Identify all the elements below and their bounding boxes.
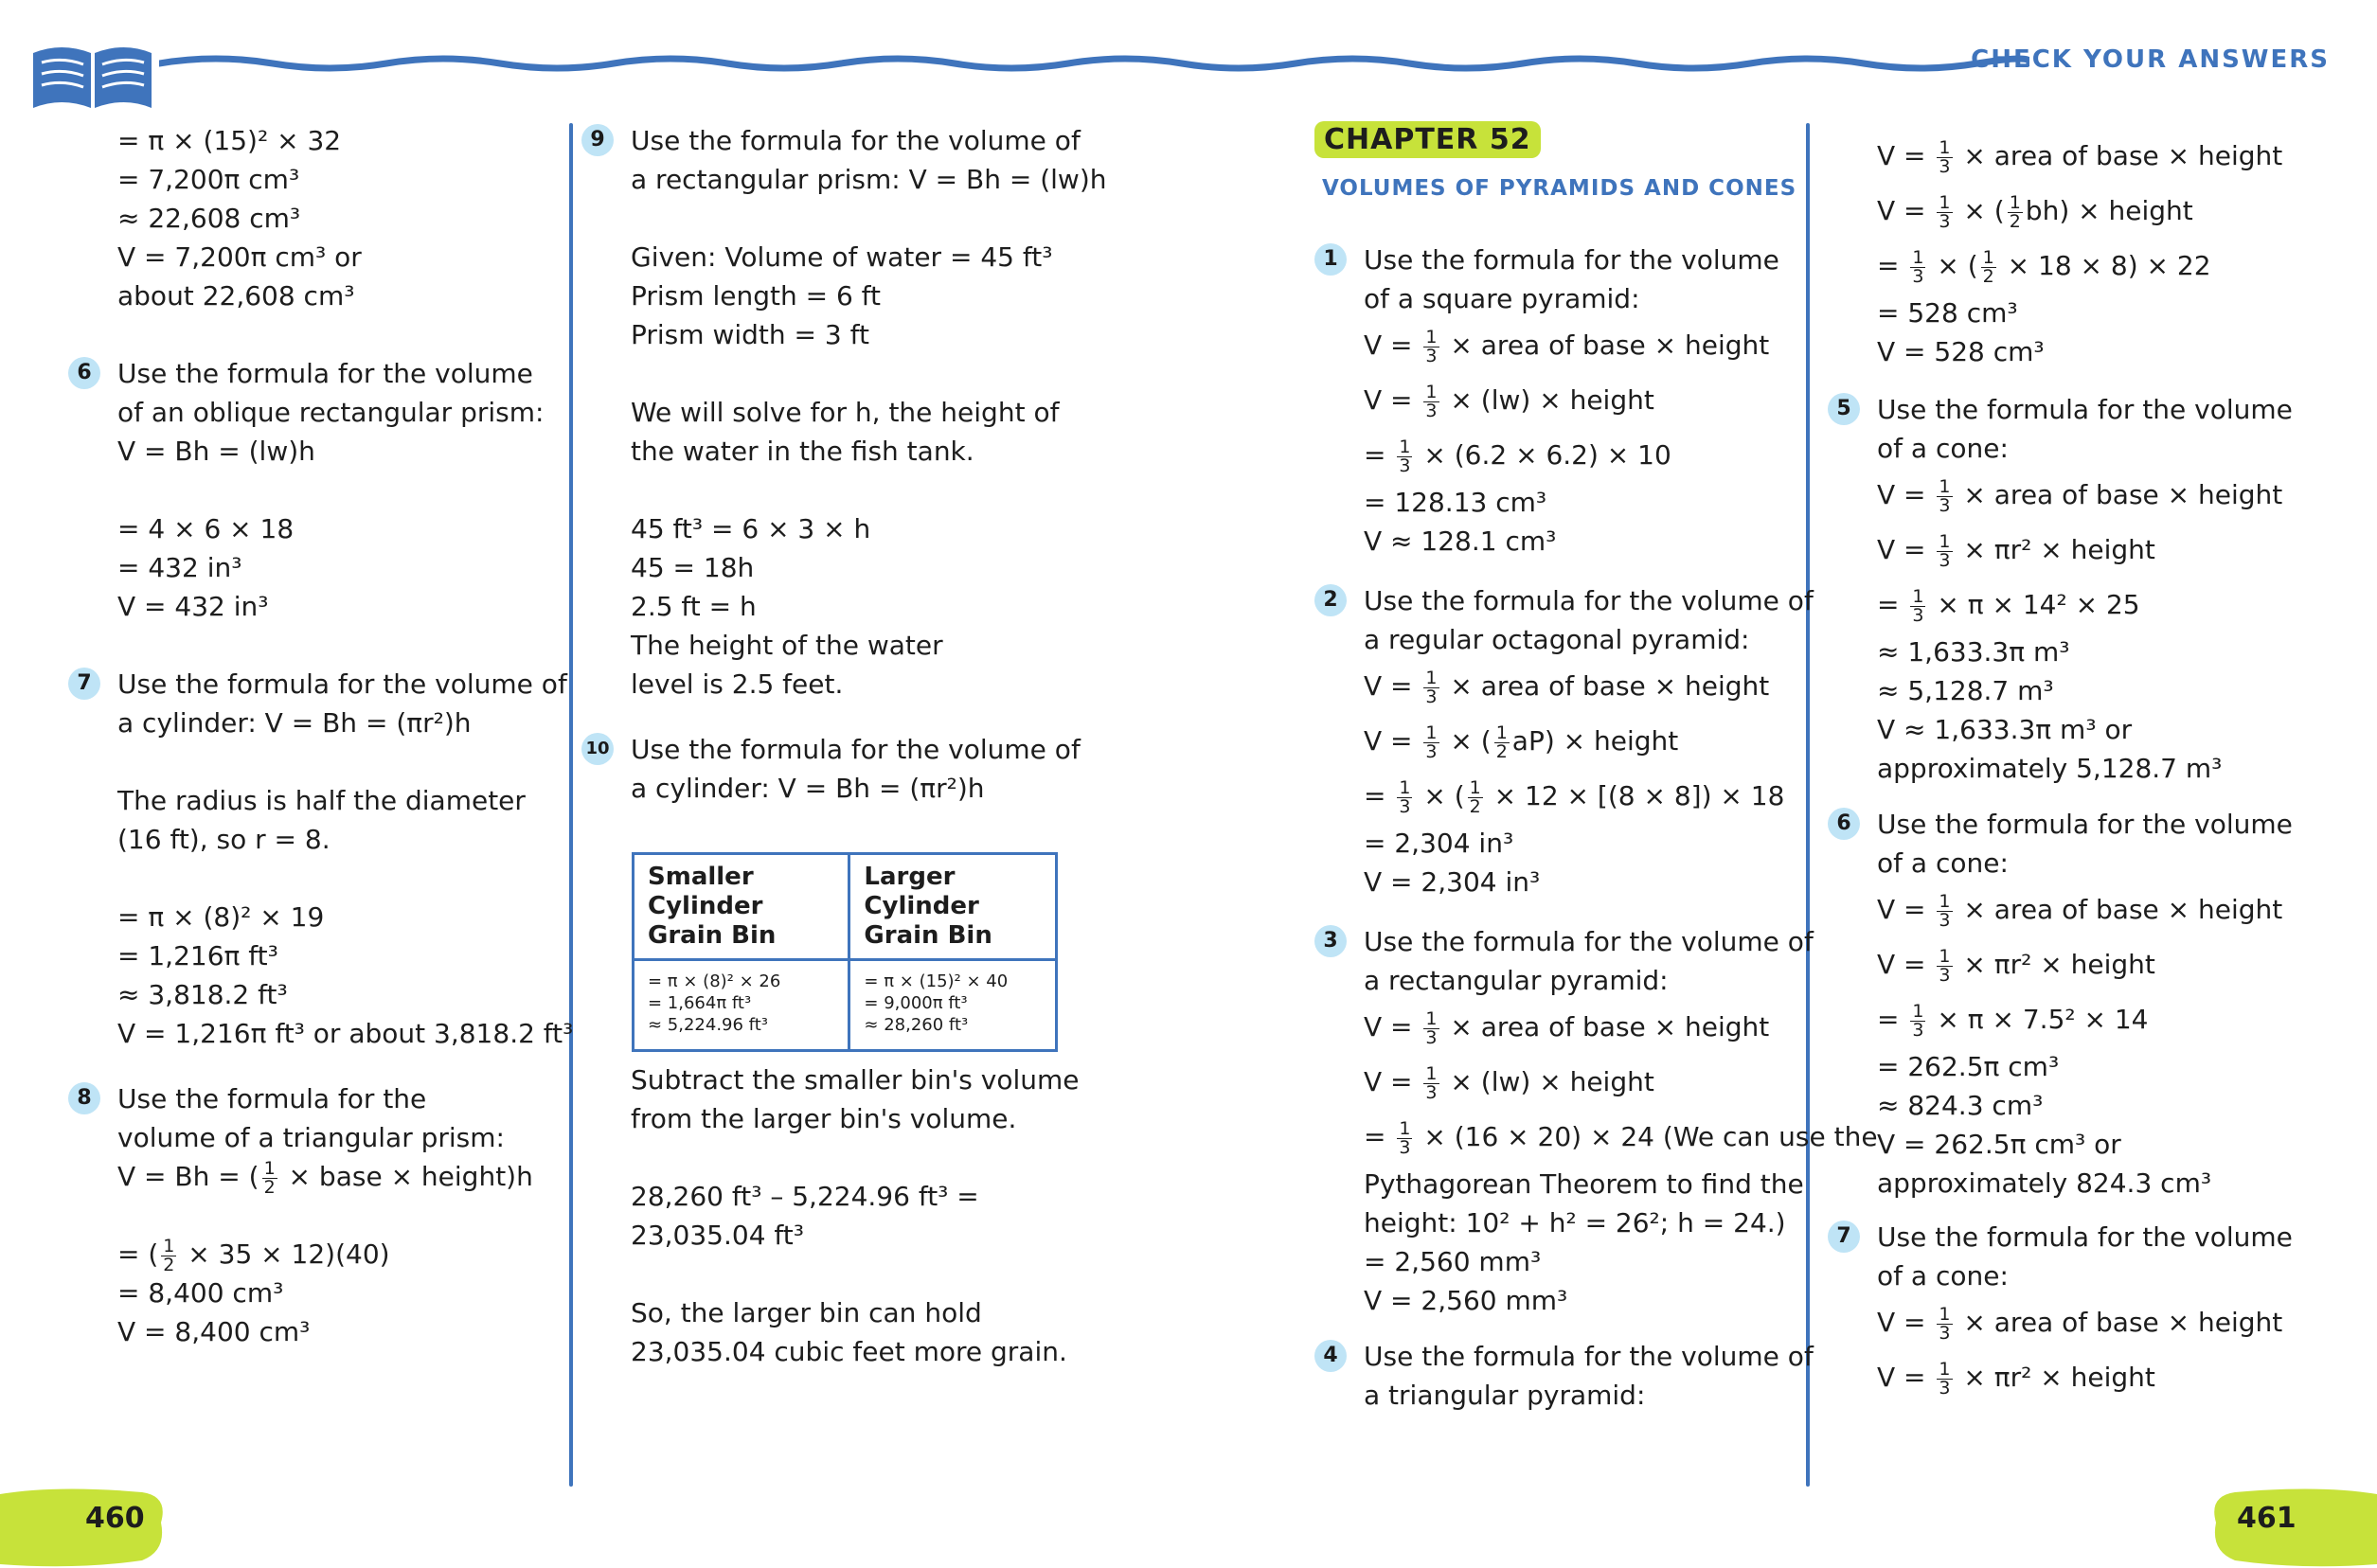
table-cell-larger: = π × (15)² × 40 = 9,000π ft³ ≈ 28,260 ft³	[849, 960, 1057, 1051]
open-book-icon	[28, 36, 156, 114]
question-number: 7	[68, 668, 100, 700]
table-cell-smaller: = π × (8)² × 26 = 1,664π ft³ ≈ 5,224.96 ft³	[634, 960, 849, 1051]
chapter-title: VOLUMES OF PYRAMIDS AND CONES	[1322, 176, 1797, 201]
answer-6: 6 Use the formula for the volume of an oblique rectangular prism: V = Bh = (lw)h = 4 × 6 × 18 = 432 in³ V = 432 in³	[68, 354, 573, 626]
question-number: 9	[581, 124, 614, 156]
question-number: 3	[1314, 925, 1347, 957]
answer-5: 5 Use the formula for the volume of a cone: V = $\frac{1}{3}$ × area of base × height V = $\frac{1}{3}$ × πr² × height = $\frac{1}{3}$ × π × 14² × 25 ≈ 1,633.3π m³ ≈ 5,128.7 m³ V ≈ 1,633.3π m³ or approximately 5,128.7 m³	[1828, 390, 2293, 788]
answer-6-cone: 6 Use the formula for the volume of a cone: V = $\frac{1}{3}$ × area of base × height V = $\frac{1}{3}$ × πr² × height = $\frac{1}{3}$ × π × 7.5² × 14 = 262.5π cm³ ≈ 824.3 cm³ V = 262.5π cm³ or approximately 824.3 cm³	[1828, 805, 2293, 1203]
table-header-larger: Larger Cylinder Grain Bin	[849, 854, 1057, 960]
question-number: 10	[581, 733, 614, 765]
column-4: V = $\frac{1}{3}$ × area of base × height V = $\frac{1}{3}$ × ( $\frac{1}{2}$ bh) × height = $\frac{1}{3}$ × ( $\frac{1}{2}$ × 18 × 8) × 22 = 528 cm³ V = 528 cm³ 5 Use the formula for the volume of a cone: V = $\frac{1}{3}$ × area of base × height V = $\frac{1}{3}$ × πr² × height = $\frac{1}{3}$ × π × 14² × 25 ≈ 1,633.3π m³ ≈ 5,128.7 m³ V ≈ 1,633.3π m³ or approximately 5,128.7 m³ 6 Use the formula for the volume of a cone: V = $\frac{1}{3}$ × area of base × height V = $\frac{1}{3}$ × πr² × height = $\frac{1}{3}$ × π × 7.5² × 14 = 262.5π cm³ ≈ 824.3 cm³ V = 262.5π cm³ or approximately 824.3 cm³ 7 Use the formula for the volume of a cone: V = $\frac{1}{3}$ × area of base × height V = $\frac{1}{3}$ × πr² × height	[1828, 129, 2293, 1405]
column-2-continued: Subtract the smaller bin's volume from the larger bin's volume. 28,260 ft³ – 5,224.96 ft³ = 23,035.04 ft³ So, the larger bin can hold 23,035.04 cubic feet more grain.	[631, 1064, 1080, 1367]
header-wave-line	[159, 49, 2029, 78]
answer-9: 9 Use the formula for the volume of a rectangular prism: V = Bh = (lw)h Given: Volume of water = 45 ft³ Prism length = 6 ft Prism width = 3 ft We will solve for h, the height of the water in the fish tank. 45 ft³ = 6 × 3 × h 45 = 18h 2.5 ft = h The height of the water level is 2.5 feet.	[581, 121, 1107, 704]
answer-4: 4 Use the formula for the volume of a triangular pyramid:	[1314, 1337, 1878, 1415]
question-number: 4	[1314, 1340, 1347, 1372]
answer-3: 3 Use the formula for the volume of a rectangular pyramid: V = $\frac{1}{3}$ × area of base × height V = $\frac{1}{3}$ × (lw) × height = $\frac{1}{3}$ × (16 × 20) × 24 (We can use the Pythagorean Theorem to find the height: 10² + h² = 26²; h = 24.) = 2,560 mm³ V = 2,560 mm³	[1314, 922, 1878, 1320]
answer-10: 10 Use the formula for the volume of a cylinder: V = Bh = (πr²)h	[581, 730, 1107, 808]
answer-7: 7 Use the formula for the volume of a cylinder: V = Bh = (πr²)h The radius is half the diameter (16 ft), so r = 8. = π × (8)² × 19 = 1,216π ft³ ≈ 3,818.2 ft³ V = 1,216π ft³ or about 3,818.2 ft³	[68, 665, 573, 1053]
chapter-badge: CHAPTER 52	[1314, 121, 1541, 158]
page-number-right: 461	[2237, 1502, 2297, 1535]
question-number: 5	[1828, 393, 1860, 425]
question-number: 1	[1314, 243, 1347, 276]
column-3	[1314, 241, 1878, 1415]
page-number-left: 460	[85, 1502, 145, 1535]
question-number: 6	[68, 357, 100, 389]
column-2	[581, 121, 1107, 808]
table-header-smaller: Smaller Cylinder Grain Bin	[634, 854, 849, 960]
answer-1: 1 Use the formula for the volume of a square pyramid: V = $\frac{1}{3}$ × area of base × height V = $\frac{1}{3}$ × (lw) × height = $\frac{1}{3}$ × (6.2 × 6.2) × 10 = 128.13 cm³ V ≈ 128.1 cm³	[1314, 241, 1878, 561]
question-number: 2	[1314, 584, 1347, 616]
answer-8: 8 Use the formula for the volume of a triangular prism: V = Bh = ( $\frac{1}{2}$ × base × height)h = ( $\frac{1}{2}$ × 35 × 12)(40) = 8,400 cm³ V = 8,400 cm³	[68, 1079, 573, 1351]
question-number: 8	[68, 1082, 100, 1114]
question-number: 7	[1828, 1221, 1860, 1253]
answer-7-cone: 7 Use the formula for the volume of a cone: V = $\frac{1}{3}$ × area of base × height V = $\frac{1}{3}$ × πr² × height	[1828, 1218, 2293, 1405]
grain-bin-table	[632, 852, 1058, 1052]
answer-2: 2 Use the formula for the volume of a regular octagonal pyramid: V = $\frac{1}{3}$ × area of base × height V = $\frac{1}{3}$ × ( $\frac{1}{2}$ aP) × height = $\frac{1}{3}$ × ( $\frac{1}{2}$ × 12 × [(8 × 8]) × 18 = 2,304 in³ V = 2,304 in³	[1314, 581, 1878, 901]
column-1: = π × (15)² × 32 = 7,200π cm³ ≈ 22,608 cm³ V = 7,200π cm³ or about 22,608 cm³ 6 Use the formula for the volume of an oblique rectangular prism: V = Bh = (lw)h = 4 × 6 × 18 = 432 in³ V = 432 in³ 7 Use the formula for the volume of a cylinder: V = Bh = (πr²)h The radius is half the diameter (16 ft), so r = 8. = π × (8)² × 19 = 1,216π ft³ ≈ 3,818.2 ft³ V = 1,216π ft³ or about 3,818.2 ft³ 8 Use the formula for the volume of a triangular prism: V = Bh = ( $\frac{1}{2}$ × base × height)h = ( $\frac{1}{2}$ × 35 × 12)(40) = 8,400 cm³ V = 8,400 cm³	[68, 121, 573, 1351]
question-number: 6	[1828, 808, 1860, 840]
section-title: CHECK YOUR ANSWERS	[1971, 45, 2330, 74]
